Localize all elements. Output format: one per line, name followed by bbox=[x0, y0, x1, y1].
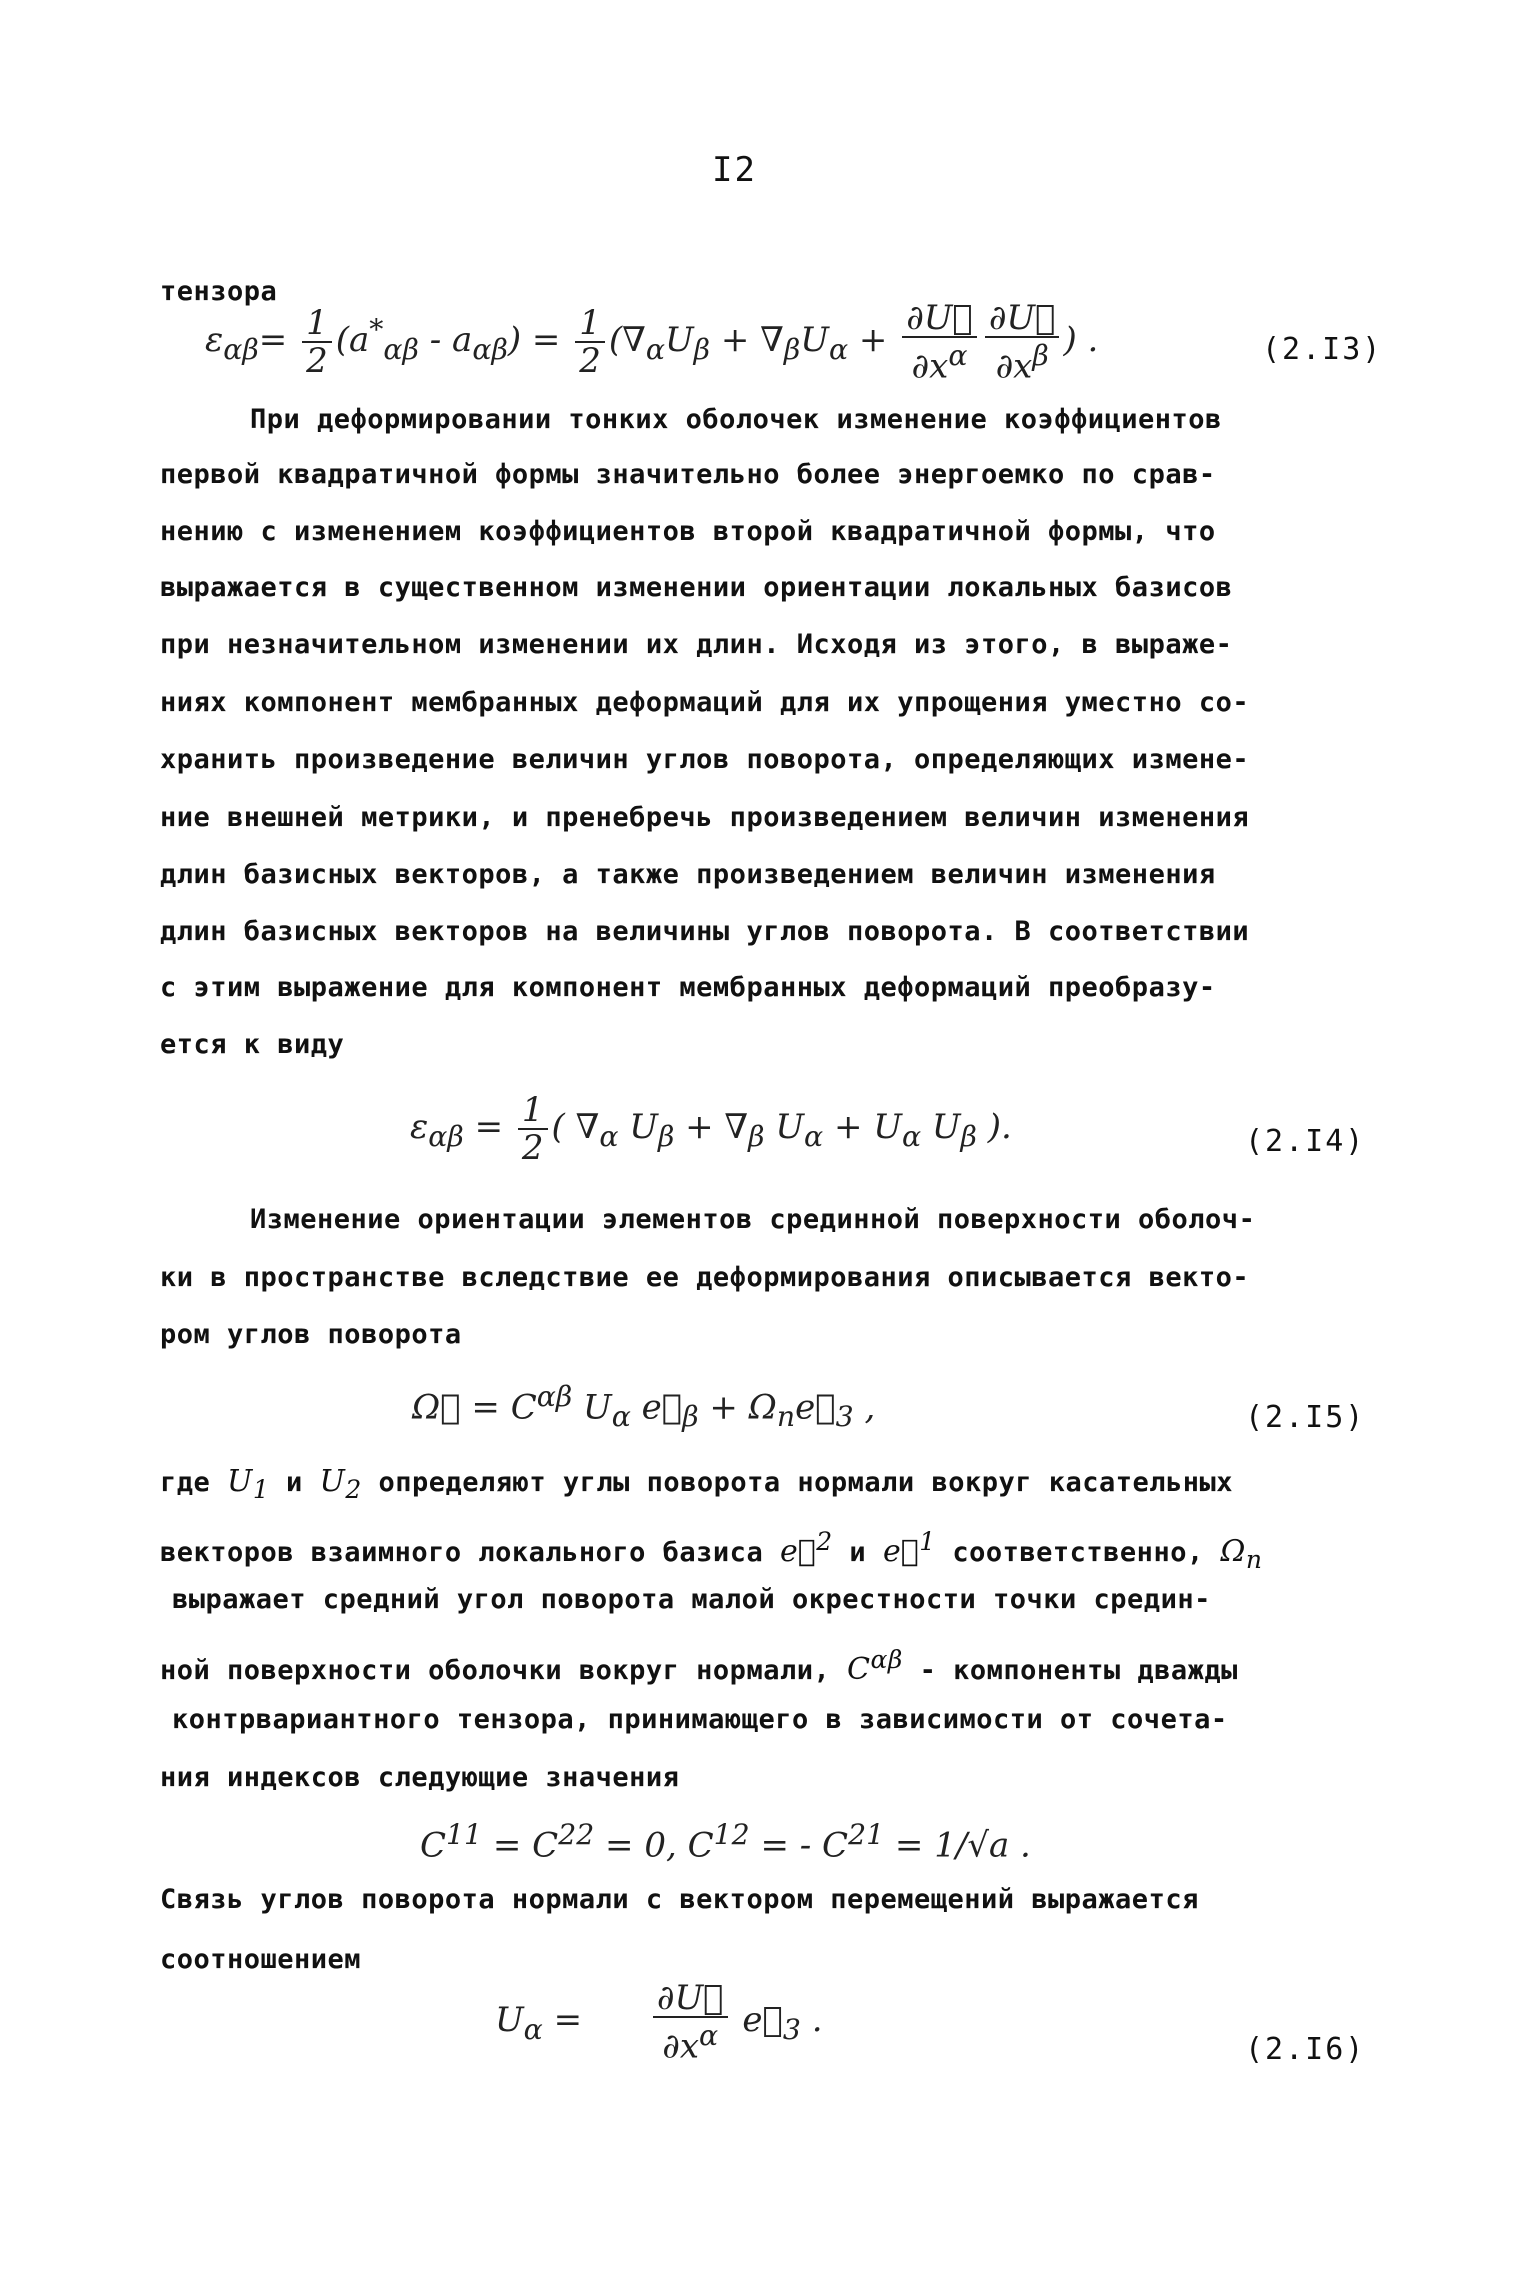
text-line: длин базисных векторов на величины углов поворота. В соответствии bbox=[160, 916, 1250, 947]
equation-number: (2.I5) bbox=[1245, 1400, 1366, 1435]
text-line: длин базисных векторов, а также произведением величин изменения bbox=[160, 859, 1216, 890]
inline-c: $C^{\alpha\beta}$ bbox=[846, 1645, 903, 1687]
text-line: хранить произведение величин углов поворота, определяющих измене- bbox=[160, 744, 1250, 775]
text-line: ки в пространстве вследствие ее деформирования описывается векто- bbox=[160, 1262, 1250, 1293]
text-line: первой квадратичной формы значительно более энергоемко по срав- bbox=[160, 459, 1216, 490]
equation-2-14: $\varepsilon_{\alpha\beta}$ = $\frac{1}{2}$ ( $\nabla_\alpha$ $U_\beta + \nabla_\beta$ $U_\alpha + U_\alpha$ $U_\beta$ ). bbox=[410, 1090, 1012, 1168]
text-line: Связь углов поворота нормали с вектором перемещений выражается bbox=[160, 1884, 1199, 1915]
text-line: Изменение ориентации элементов срединной поверхности оболоч- bbox=[250, 1204, 1256, 1235]
equation-number: (2.I4) bbox=[1245, 1124, 1366, 1159]
equation-c-values: $C^{11} = C^{22} = 0$, $C^{12}$ = - $C^{21} = 1/√a$ . bbox=[420, 1818, 1031, 1866]
page-number: I2 bbox=[712, 150, 757, 190]
inline-e2: e⃗$^2$ bbox=[779, 1527, 833, 1569]
inline-omega: $\Omega_n$ bbox=[1220, 1534, 1263, 1574]
text-line: ние внешней метрики, и пренебречь произведением величин изменения bbox=[160, 802, 1250, 833]
text-line: выражает средний угол поворота малой окрестности точки средин- bbox=[172, 1584, 1211, 1615]
inline-u1: $U_1$ bbox=[227, 1464, 270, 1504]
inline-e1: e⃗$^1$ bbox=[882, 1527, 936, 1569]
text-line: при незначительном изменении их длин. Исходя из этого, в выраже- bbox=[160, 629, 1233, 660]
text-line: ной поверхности оболочки вокруг нормали, $C^{\alpha\beta}$ - компоненты дважды bbox=[160, 1645, 1238, 1687]
inline-u2: $U_2$ bbox=[319, 1464, 362, 1504]
text-line: тензора bbox=[160, 276, 278, 307]
equation-number: (2.I3) bbox=[1262, 332, 1383, 367]
text-line: ется к виду bbox=[160, 1029, 345, 1060]
text-line: с этим выражение для компонент мембранных деформаций преобразу- bbox=[160, 972, 1216, 1003]
equation-number: (2.I6) bbox=[1245, 2032, 1366, 2067]
text-line: При деформировании тонких оболочек изменение коэффициентов bbox=[250, 404, 1222, 435]
equation-2-15: Ω⃗ = $C^{\alpha\beta}$ $U_\alpha$ $e⃗_\beta$ + $\Omega_ne⃗_3$ , bbox=[412, 1380, 876, 1434]
text-line: нению с изменением коэффициентов второй квадратичной формы, что bbox=[160, 516, 1216, 547]
text-line: где $U_1$ и $U_2$ определяют углы поворота нормали вокруг касательных bbox=[160, 1464, 1234, 1504]
text-line: векторов взаимного локального базиса e⃗$^2$ и e⃗$^1$ соответственно, $\Omega_n$ bbox=[160, 1527, 1263, 1574]
text-line: контрвариантного тензора, принимающего в зависимости от сочета- bbox=[172, 1704, 1228, 1735]
equation-2-13: $\varepsilon_{\alpha\beta}=$ $\frac{1}{2}$ $(a^*_{\alpha\beta} - a_{\alpha\beta})$ = $\frac{1}{2}$ ($\nabla_\alpha U_\beta + \nabla_\beta U_\alpha$ + $\frac{\partial U⃗}{\partial x^\alpha}$ $\frac{\partial U⃗}{\partial x^\beta}$ ) . bbox=[205, 298, 1099, 387]
text-line: ния индексов следующие значения bbox=[160, 1762, 680, 1793]
text-line: соотношением bbox=[160, 1944, 362, 1975]
text-line: выражается в существенном изменении ориентации локальных базисов bbox=[160, 572, 1233, 603]
text-line: ром углов поворота bbox=[160, 1319, 462, 1350]
equation-2-16: $U_\alpha$ = $\frac{\partial U⃗}{\partial x^\alpha}$ $e⃗_3$ . bbox=[495, 1978, 823, 2067]
text-line: ниях компонент мембранных деформаций для их упрощения уместно со- bbox=[160, 687, 1250, 718]
